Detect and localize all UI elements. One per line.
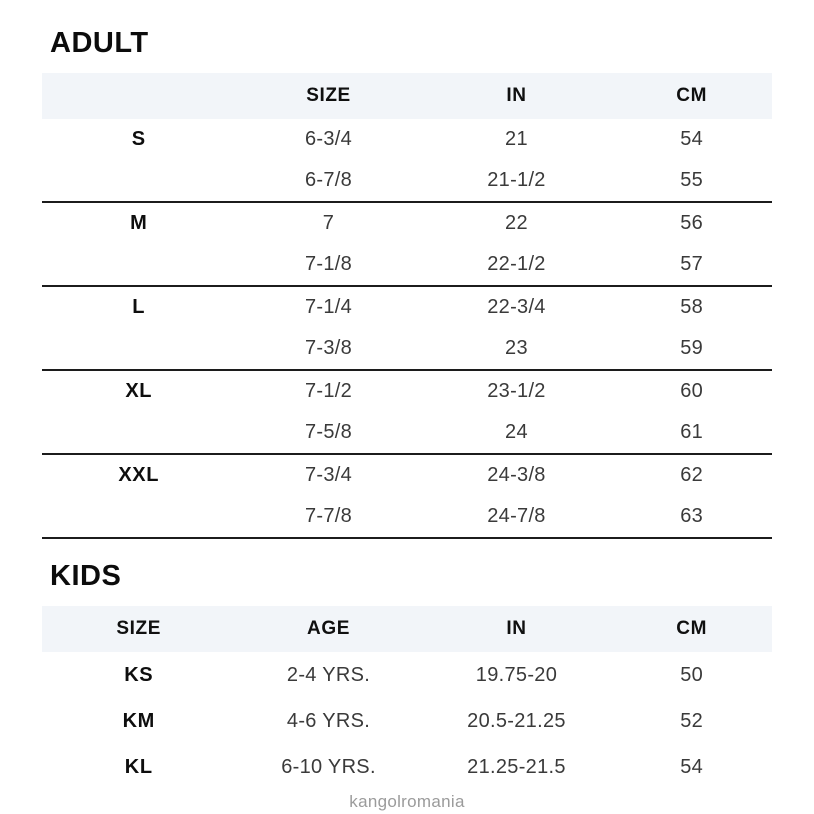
size-label: S	[131, 128, 146, 150]
table-row	[42, 328, 772, 369]
size-label: XXL	[118, 464, 160, 486]
table-row	[42, 698, 772, 744]
in-value: 20.5-21.25	[467, 709, 566, 732]
in-value: 21.25-21.5	[467, 755, 566, 778]
cm-value: 60	[680, 380, 704, 402]
table-row	[42, 652, 772, 698]
size-label: M	[130, 212, 148, 234]
table-row	[42, 744, 772, 790]
in-value: 22-3/4	[487, 296, 546, 318]
cm-value: 61	[680, 421, 704, 443]
cm-value: 55	[680, 169, 704, 191]
table-row	[42, 371, 772, 412]
kids-section-title: KIDS	[50, 560, 122, 592]
cm-value: 54	[680, 128, 704, 150]
in-value: 21-1/2	[487, 169, 546, 191]
size-value: 7-3/8	[304, 337, 353, 359]
in-value: 24-7/8	[487, 505, 546, 527]
adult-size-group-xxl	[42, 455, 772, 539]
in-value: 23-1/2	[487, 380, 546, 402]
size-value: 6-3/4	[304, 128, 353, 150]
watermark: kangolromania	[349, 792, 465, 811]
size-value: 7-7/8	[304, 505, 353, 527]
size-label: KS	[124, 663, 154, 686]
kids-table-header-row	[42, 606, 772, 652]
adult-size-group-m	[42, 203, 772, 287]
cm-value: 57	[680, 253, 704, 275]
cm-value: 59	[680, 337, 704, 359]
age-value: 4-6 YRS.	[286, 709, 371, 732]
in-value: 24	[505, 421, 528, 443]
cm-value: 50	[680, 663, 704, 686]
size-value: 7-1/4	[304, 296, 353, 318]
kids-header-cm: CM	[676, 618, 708, 639]
size-label: KL	[124, 755, 153, 778]
adult-table-header-row	[42, 73, 772, 119]
in-value: 22-1/2	[487, 253, 546, 275]
in-value: 22	[505, 212, 528, 234]
table-row	[42, 119, 772, 160]
in-value: 23	[505, 337, 528, 359]
adult-section-title: ADULT	[50, 27, 149, 59]
kids-header-age: AGE	[307, 618, 350, 639]
size-value: 7	[322, 212, 335, 234]
in-value: 24-3/8	[487, 464, 546, 486]
cm-value: 58	[680, 296, 704, 318]
cm-value: 63	[680, 505, 704, 527]
adult-size-group-xl	[42, 371, 772, 455]
size-value: 7-1/2	[304, 380, 353, 402]
cm-value: 52	[680, 709, 704, 732]
size-value: 6-7/8	[304, 169, 353, 191]
adult-header-size: SIZE	[306, 85, 351, 106]
table-row	[42, 496, 772, 537]
size-value: 7-5/8	[304, 421, 353, 443]
in-value: 19.75-20	[475, 663, 558, 686]
cm-value: 54	[680, 755, 704, 778]
size-value: 7-3/4	[304, 464, 353, 486]
table-row	[42, 244, 772, 285]
table-row	[42, 160, 772, 201]
cm-value: 56	[680, 212, 704, 234]
adult-size-table	[42, 73, 772, 539]
adult-header-cm: CM	[676, 85, 708, 106]
size-value: 7-1/8	[304, 253, 353, 275]
size-label: L	[132, 296, 146, 318]
in-value: 21	[505, 128, 528, 150]
age-value: 2-4 YRS.	[286, 663, 371, 686]
size-label: KM	[122, 709, 155, 732]
table-row	[42, 412, 772, 453]
table-row	[42, 287, 772, 328]
kids-size-table	[42, 606, 772, 790]
table-row	[42, 455, 772, 496]
adult-header-in: IN	[506, 85, 527, 106]
adult-size-group-s	[42, 119, 772, 203]
cm-value: 62	[680, 464, 704, 486]
size-label: XL	[125, 380, 153, 402]
table-row	[42, 203, 772, 244]
kids-header-size: SIZE	[116, 618, 162, 639]
adult-size-group-l	[42, 287, 772, 371]
kids-header-in: IN	[506, 618, 527, 639]
age-value: 6-10 YRS.	[281, 755, 376, 778]
